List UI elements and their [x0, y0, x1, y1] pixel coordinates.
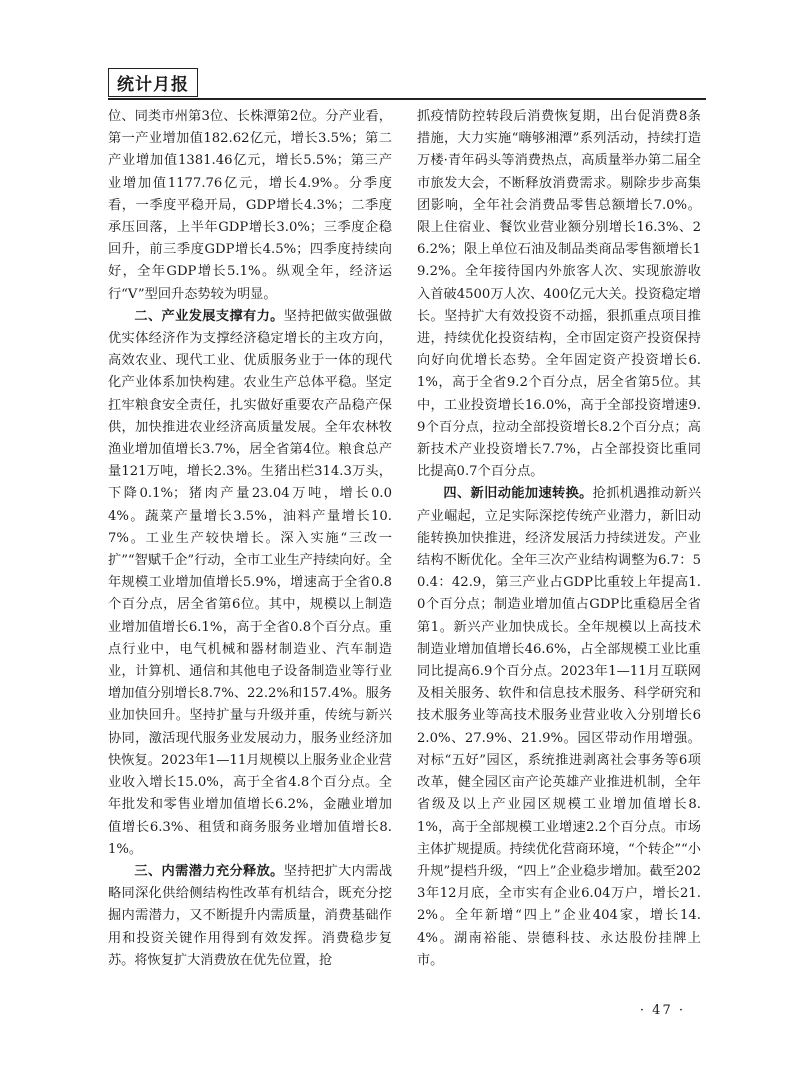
paragraph: [417, 483, 701, 971]
section-heading: 三、内需潜力充分释放。: [134, 863, 284, 879]
paragraph: [108, 306, 392, 861]
journal-title: 统计月报: [108, 68, 198, 97]
paragraph-text: 位、同类市州第3位、长株潭第2位。分产业看，第一产业增加值182.62亿元，增长3.5%；第二产业增加值1381.46亿元，增长5.5%；第三产业增加值1177.76亿元，增长4.9%。分季度看，一季度平稳开局，GDP增长4.3%；二季度承压回落，上半年GDP增长3.0%；三季度企稳回升，前三季度GDP增长4.5%；四季度持续向好，全年GDP增长5.1%。纵观全年，经济运行“V”型回升态势较为明显。: [108, 109, 392, 302]
paragraph-text: 坚持把扩大内需战略同深化供给侧结构性改革有机结合，既充分挖掘内需潜力，又不断提升内需质量，消费基础作用和投资关键作用得到有效发挥。消费稳步复苏。将恢复扩大消费放在优先位置，抢: [108, 863, 393, 968]
paragraph-text: 抢抓机遇推动新兴产业崛起，立足实际深挖传统产业潜力，新旧动能转换加快推进，经济发展活力持续迸发。产业结构不断优化。全年三次产业结构调整为6.7：50.4：42.9，第三产业占GDP比重较上年提高1.0个百分点；制造业增加值占GDP比重稳居全省第1。新兴产业加快成长。全年规模以上高技术制造业增加值增长46.6%，占全部规模工业比重同比提高6.9个百分点。2023年1—11月互联网及相关服务、软件和信息技术服务、科学研究和技术服务业等高技术服务业营业收入分别增长62.0%、27.9%、21.9%。园区带动作用增强。对标“五好”园区，系统推进剥离社会事务等6项改革，健全园区亩产论英雄产业推进机制，全年省级及以上产业园区规模工业增加值增长8.1%，高于全部规模工业增速2.2个百分点。市场主体扩规提质。持续优化营商环境，“个转企”“小升规”提档升级，“四上”企业稳步增加。截至2023年12月底，全市实有企业6.04万户，增长21.2%。全年新增“四上”企业404家，增长14.4%。湖南裕能、崇德科技、永达股份挂牌上市。: [417, 486, 702, 968]
paragraph: [108, 106, 392, 306]
header-divider: [108, 98, 706, 100]
right-column: [417, 106, 701, 972]
section-heading: 二、产业发展支撑有力。: [134, 308, 284, 324]
paragraph-text: 抓疫情防控转段后消费恢复期，出台促消费8条措施，大力实施“嗨够湘潭”系列活动，持续打造万楼·青年码头等消费热点，高质量举办第二届全市旅发大会，不断释放消费需求。剔除步步高集团影响，全年社会消费品零售总额增长7.0%。限上住宿业、餐饮业营业额分别增长16.3%、26.2%；限上单位石油及制品类商品零售额增长19.2%。全年接待国内外旅客人次、实现旅游收入首破4500万人次、400亿元大关。投资稳定增长。坚持扩大有效投资不动摇，狠抓重点项目推进，持续优化投资结构，全市固定资产投资保持向好向优增长态势。全年固定资产投资增长6.1%，高于全省9.2个百分点，居全省第5位。其中，工业投资增长16.0%，高于全部投资增速9.9个百分点，拉动全部投资增长8.2个百分点；高新技术产业投资增长7.7%，占全部投资比重同比提高0.7个百分点。: [417, 109, 701, 480]
page-number: · 47 ·: [639, 1003, 685, 1018]
paragraph: [108, 861, 392, 972]
paragraph-text: 坚持把做实做强做优实体经济作为支撑经济稳定增长的主攻方向，高效农业、现代工业、优质服务业于一体的现代化产业体系加快构建。农业生产总体平稳。坚定扛牢粮食安全责任，扎实做好重要农产品稳产保供，加快推进农业经济高质量发展。全年农林牧渔业增加值增长3.7%，居全省第4位。粮食总产量121万吨，增长2.3%。生猪出栏314.3万头，下降0.1%；猪肉产量23.04万吨，增长0.04%。蔬菜产量增长3.5%，油料产量增长10.7%。工业生产较快增长。深入实施“三改一扩”“智赋千企”行动，全市工业生产持续向好。全年规模工业增加值增长5.9%，增速高于全省0.8个百分点，居全省第6位。其中，规模以上制造业增加值增长6.1%，高于全省0.8个百分点。重点行业中，电气机械和器材制造业、汽车制造业，计算机、通信和其他电子设备制造业等行业增加值分别增长8.7%、22.2%和157.4%。服务业加快回升。坚持扩量与升级并重，传统与新兴协同，激活现代服务业发展动力，服务业经济加快恢复。2023年1—11月规模以上服务业企业营业收入增长15.0%，高于全省4.8个百分点。全年批发和零售业增加值增长6.2%，金融业增加值增长6.3%、租赁和商务服务业增加值增长8.1%。: [108, 308, 393, 857]
section-heading: 四、新旧动能加速转换。: [443, 486, 593, 502]
left-column: [108, 106, 392, 972]
paragraph: [417, 106, 701, 483]
journal-header: [108, 68, 198, 97]
